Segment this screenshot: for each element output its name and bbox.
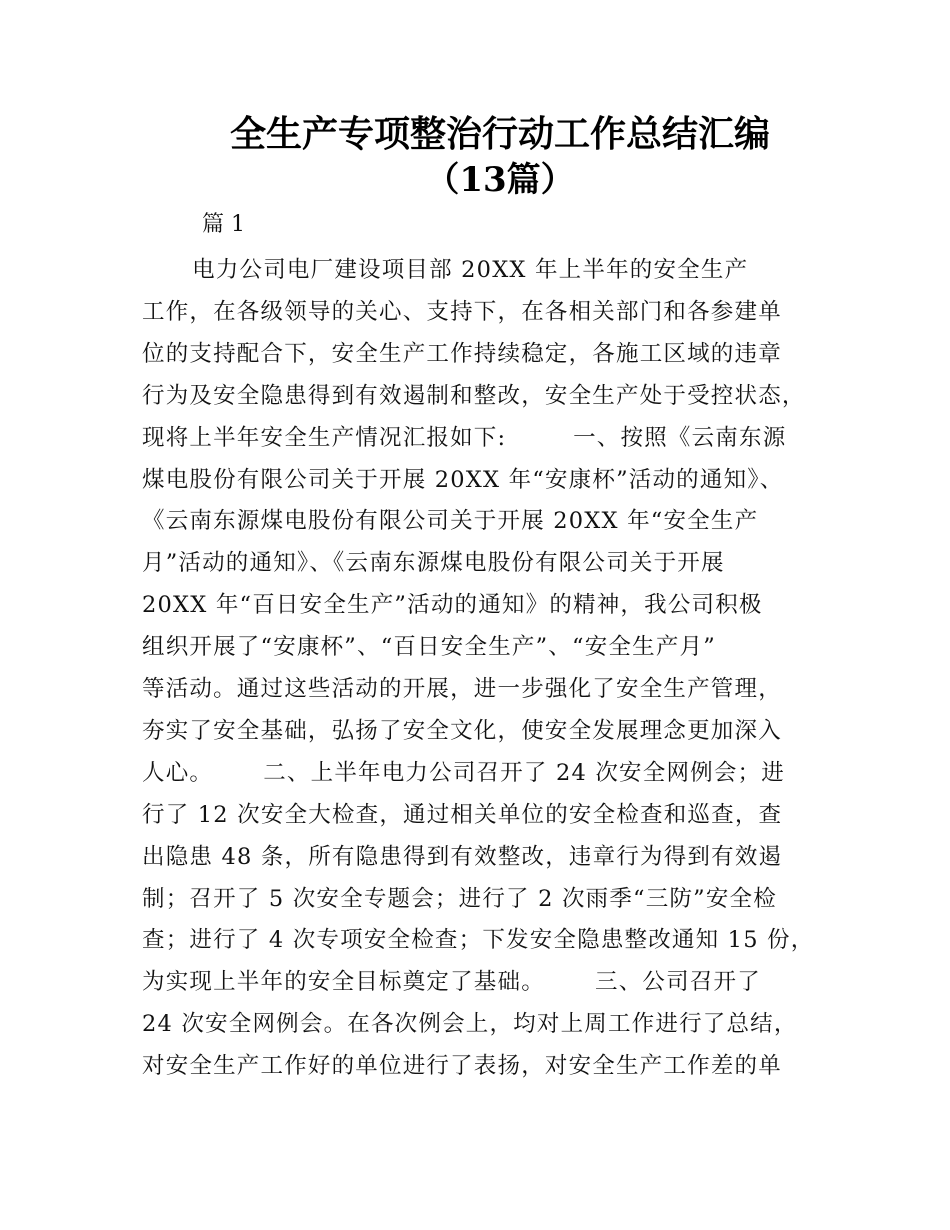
body-line: 制；召开了 5 次安全专题会；进行了 2 次雨季“三防”安全检 [142,885,777,912]
body-line: 《云南东源煤电股份有限公司关于开展 20XX 年“安全生产 [142,508,759,535]
body-line: 位的支持配合下，安全生产工作持续稳定，各施工区域的违章 [142,340,782,367]
body-line: 工作，在各级领导的关心、支持下，在各相关部门和各参建单 [142,298,782,325]
body-line: 20XX 年“百日安全生产”活动的通知》的精神，我公司积极 [142,592,763,619]
body-line: 电力公司电厂建设项目部 20XX 年上半年的安全生产 [142,257,749,283]
body-line: 24 次安全网例会。在各次例会上，均对上周工作进行了总结， [142,1011,798,1038]
body-line: 煤电股份有限公司关于开展 20XX 年“安康杯”活动的通知》、 [142,466,784,493]
body-line: 查；进行了 4 次专项安全检查；下发安全隐患整改通知 15 份， [142,927,815,954]
body-line: 为实现上半年的安全目标奠定了基础。 三、公司召开了 [142,969,761,996]
body-line: 现将上半年安全生产情况汇报如下: 一、按照《云南东源 [142,424,787,451]
body-line: 等活动。通过这些活动的开展，进一步强化了安全生产管理， [142,676,782,702]
body-line: 人心。 二、上半年电力公司召开了 24 次安全网例会；进 [142,759,785,786]
body-line: 出隐患 48 条，所有隐患得到有效整改，违章行为得到有效遏 [142,843,783,870]
body-line: 行为及安全隐患得到有效遏制和整改，安全生产处于受控状态， [142,382,806,409]
body-line: 夯实了安全基础，弘扬了安全文化，使安全发展理念更加深入 [142,717,782,744]
section-label: 篇 1 [202,212,245,237]
document-title: 全生产专项整治行动工作总结汇编 [229,113,770,155]
document-title-count: （13篇） [425,160,575,200]
body-line: 组织开展了“安康杯”、“百日安全生产”、“安全生产月” [142,634,716,661]
body-line: 月”活动的通知》、《云南东源煤电股份有限公司关于开展 [142,550,725,577]
body-line: 对安全生产工作好的单位进行了表扬，对安全生产工作差的单 [142,1053,782,1080]
body-line: 行了 12 次安全大检查，通过相关单位的安全检查和巡查，查 [142,801,783,828]
